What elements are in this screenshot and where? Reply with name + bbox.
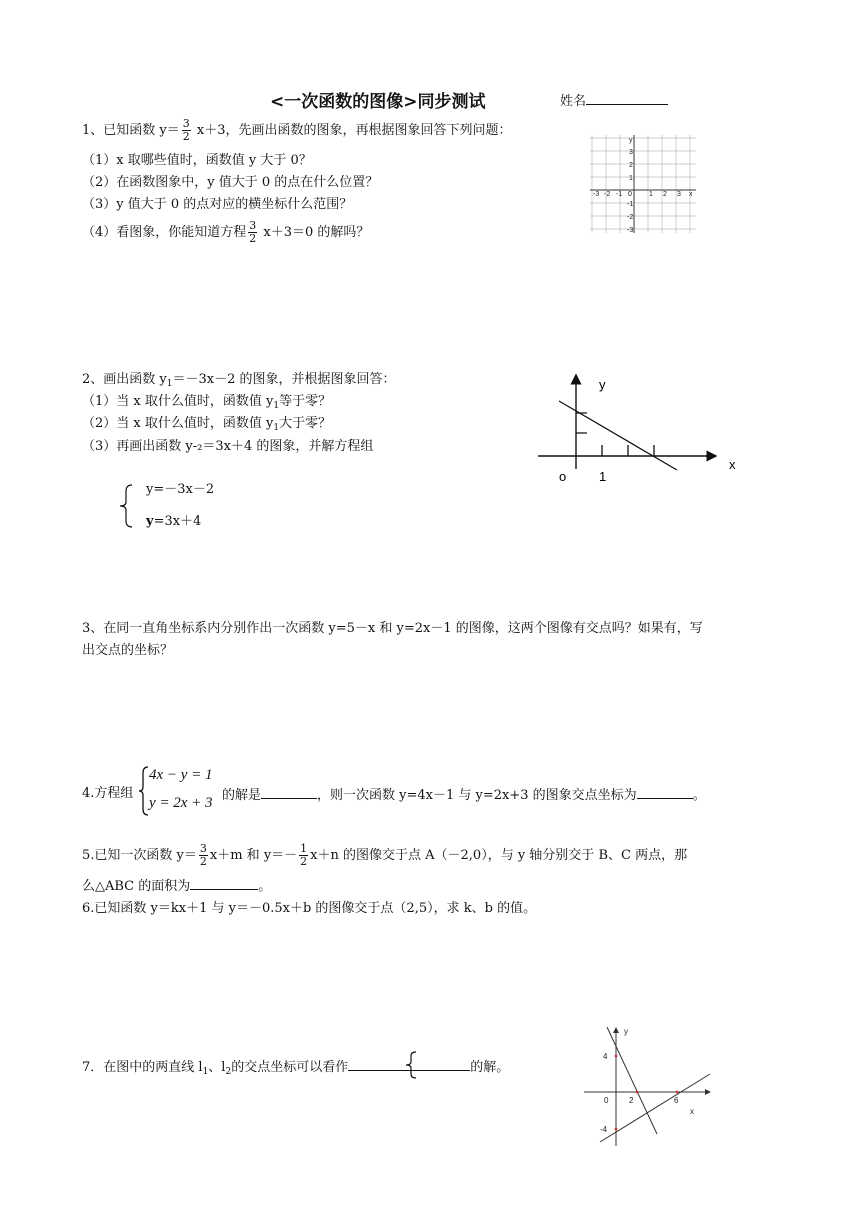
grid-y-tick: 3	[629, 149, 633, 156]
q7-text: 7．在图中的两直线 $l_1$、$l_2$的交点坐标可以看作 的解。	[82, 1060, 510, 1077]
name-label: 姓名	[560, 94, 587, 109]
q1-stem: 1、已知函数 y＝ $\frac{3}{2}$ x＋3，先画出函数的图象，再根据图象回答下列问题：	[82, 117, 512, 143]
q4-solution-blank[interactable]	[261, 786, 317, 799]
q1-part2: （2）在函数图象中，y 值大于 0 的点在什么位置？	[82, 175, 379, 190]
q2-part1: （1）当 x 取什么值时，函数值 $y_1$等于零？	[82, 394, 332, 411]
q2-system-eq2: y=3x＋4	[146, 514, 202, 529]
q7-tick-2: 2	[629, 1096, 634, 1105]
q6-text: 6.已知函数 y＝kx＋1 与 y＝－0.5x＋b 的图像交于点（2,5），求 k、b 的值。	[82, 901, 537, 916]
q5-fraction-1: $\frac{3}{2}$	[199, 842, 207, 868]
q5-fraction-2: $\frac{1}{2}$	[300, 842, 308, 868]
q7-tick-neg4: -4	[600, 1125, 608, 1134]
grid-x-tick: 2	[663, 191, 667, 198]
q2-y-label: y	[599, 377, 606, 392]
grid-y-tick: -1	[627, 201, 634, 208]
q1-fraction: $\frac{3}{2}$	[182, 117, 190, 143]
q4-system-eq2: y = 2x + 3	[149, 795, 213, 811]
grid-x-tick: 0	[628, 191, 632, 198]
q2-origin-label: o	[559, 469, 567, 484]
q2-graph	[534, 373, 754, 488]
grid-y-label: y	[629, 137, 633, 144]
q1-coordinate-grid	[588, 133, 700, 235]
q7-graph	[580, 1022, 720, 1150]
page-title: <一次函数的图像>同步测试	[270, 92, 486, 112]
q1-part3: （3）y 值大于 0 的点对应的横坐标什么范围？	[82, 197, 353, 212]
name-field[interactable]	[560, 92, 668, 110]
q7-tick-4: 4	[603, 1052, 608, 1061]
grid-x-tick: -2	[604, 191, 611, 198]
q4-intersection-blank[interactable]	[637, 786, 693, 799]
grid-y-tick: 1	[629, 175, 633, 182]
grid-x-tick: -3	[593, 191, 600, 198]
q2-function-line	[559, 401, 677, 470]
q7-tick-6: 6	[674, 1096, 679, 1105]
q2-part3: （3）再画出函数 y-₂＝3x＋4 的图象，并解方程组	[82, 439, 374, 454]
q2-part2: （2）当 x 取什么值时，函数值 $y_1$大于零？	[82, 416, 332, 433]
q5-line2: 么△ABC 的面积为 。	[82, 879, 272, 894]
q1-part4: （4）看图象，你能知道方程 $\frac{3}{2}$ x＋3＝0 的解吗？	[82, 219, 370, 245]
grid-lines	[590, 135, 696, 233]
q4-system-eq1: 4x − y = 1	[149, 767, 213, 783]
q7-brace	[404, 1051, 418, 1079]
q2-x-label: x	[729, 457, 736, 472]
grid-y-tick: -2	[627, 214, 634, 221]
grid-y-tick: 2	[629, 162, 633, 169]
q5-line1: 5.已知一次函数 y＝ $\frac{3}{2}$ x＋m 和 y＝－ $\frac{1}{2}$ x＋n 的图像交于点 A（－2,0），与 y 轴分别交于 B、C 两点，那	[82, 842, 688, 868]
grid-y-tick: -3	[627, 227, 634, 234]
grid-x-tick: 1	[649, 191, 653, 198]
q2-one-label: 1	[599, 469, 607, 484]
q5-area-blank[interactable]	[190, 877, 258, 890]
grid-x-label: x	[689, 191, 693, 198]
q1-part1: （1）x 取哪些值时，函数值 y 大于 0？	[82, 153, 312, 168]
q2-system-brace	[116, 483, 136, 529]
q7-y-label: y	[624, 1027, 628, 1036]
q4-text: 的解是 ，则一次函数 y=4x－1 与 y=2x+3 的图象交点坐标为 。	[222, 788, 706, 803]
grid-x-tick: 3	[677, 191, 681, 198]
q4-label: 4.方程组	[82, 786, 134, 801]
q2-system-eq1: y=－3x－2	[146, 482, 215, 497]
grid-x-tick: -1	[616, 191, 623, 198]
q3-line2: 出交点的坐标？	[82, 643, 174, 658]
q2-stem: 2、画出函数 $y_1=-3x-2$ 的图象，并根据图象回答：	[82, 372, 396, 389]
q1-part4-fraction: $\frac{3}{2}$	[249, 219, 257, 245]
name-blank[interactable]	[586, 92, 668, 105]
q7-x-label: x	[690, 1107, 694, 1116]
q3-line1: 3、在同一直角坐标系内分别作出一次函数 y=5－x 和 y=2x－1 的图像，这两个图像有交点吗？如果有，写	[82, 621, 703, 636]
q7-line-l1	[607, 1027, 657, 1134]
q7-tick-0: 0	[604, 1096, 609, 1105]
